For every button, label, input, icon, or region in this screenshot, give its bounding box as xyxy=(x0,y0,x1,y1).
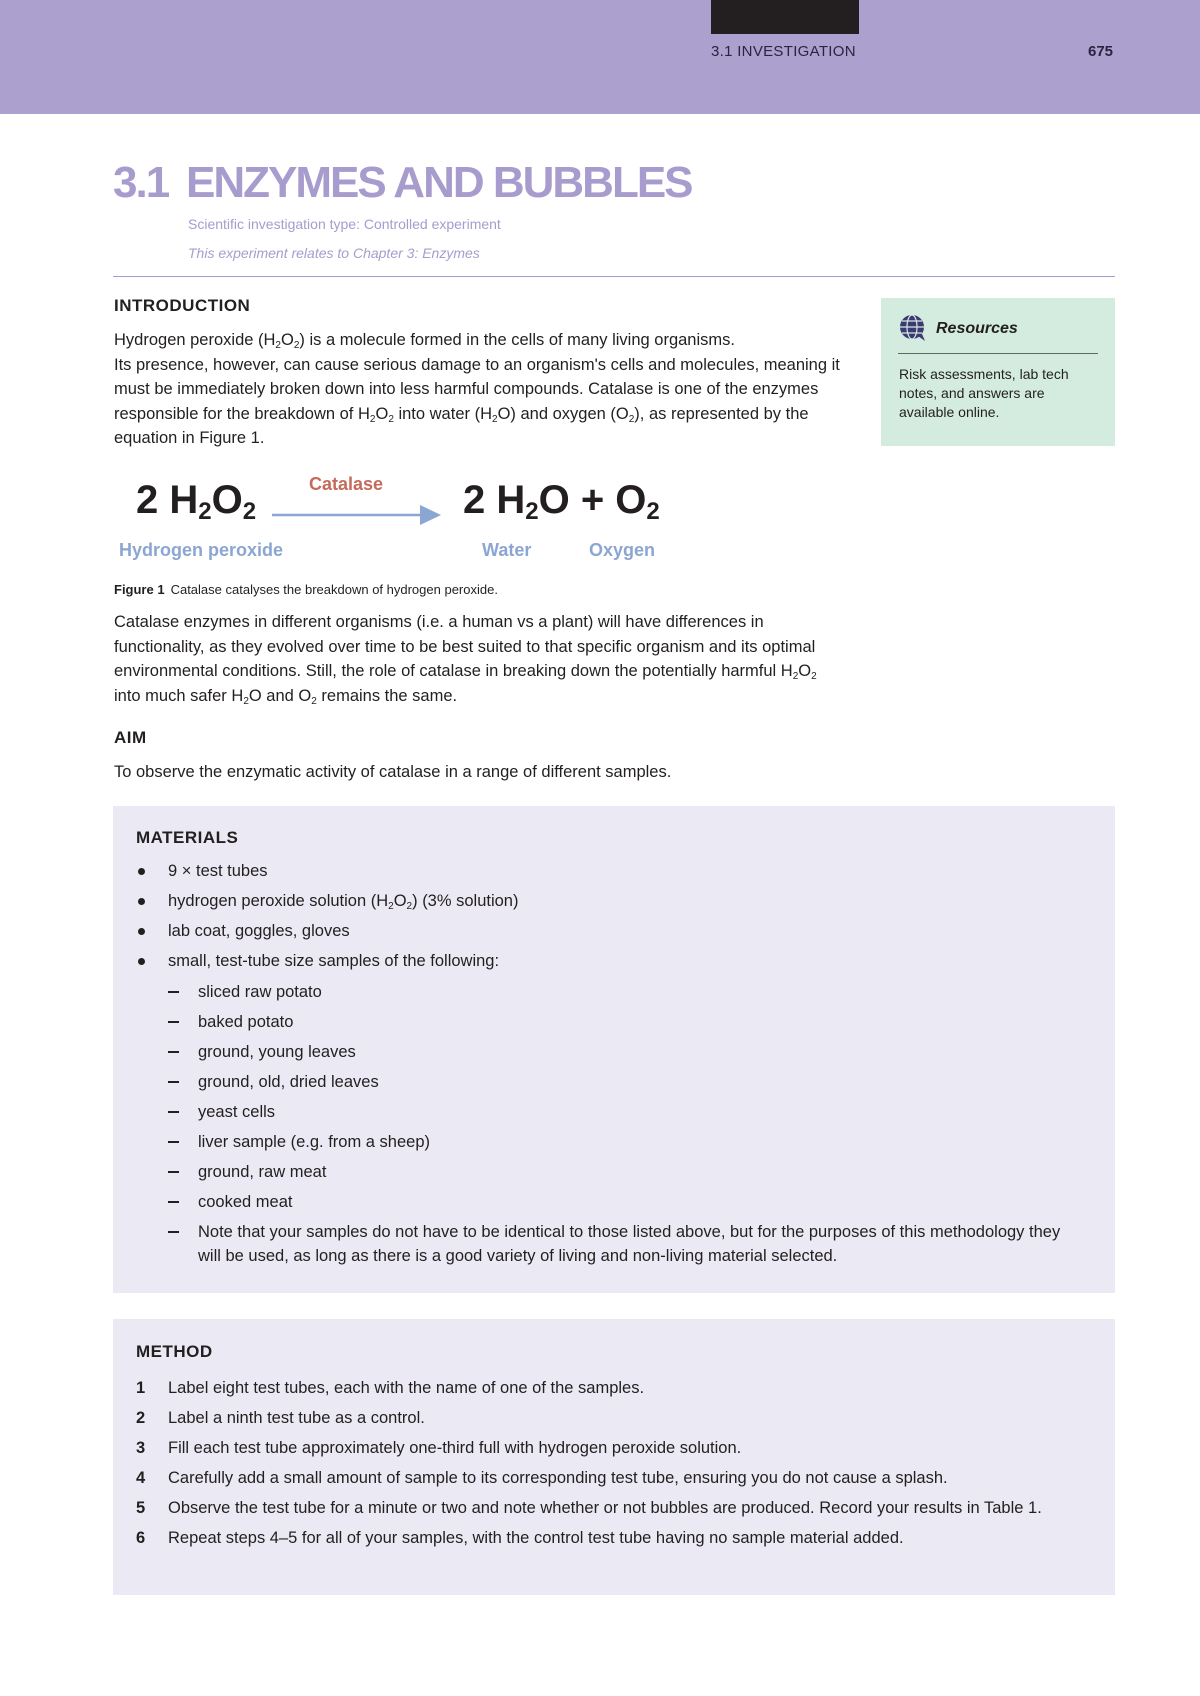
materials-item: small, test-tube size samples of the following: xyxy=(136,946,518,976)
samples-list xyxy=(168,980,1068,1274)
method-step xyxy=(136,1436,1086,1461)
header-band xyxy=(0,0,1200,114)
label-oxygen: Oxygen xyxy=(589,540,656,560)
method-step xyxy=(136,1376,1086,1401)
method-steps xyxy=(136,1376,1086,1556)
aim-text: To observe the enzymatic activity of catalase in a range of different samples. xyxy=(114,763,672,781)
sample-item: yeast cells xyxy=(168,1100,1068,1124)
title-divider xyxy=(113,276,1115,277)
bullet-icon xyxy=(138,898,145,905)
introduction-paragraph-2: Catalase enzymes in different organisms (i.e. a human vs a plant) will have differences in functionality, as they evolved over time to be best suited to that specific organism and its optimal environmental conditions. Still, the role of catalase in breaking down the potentially harmful $H_2O_2$ into much safer $H_2O$ and $O_2$ remains the same. xyxy=(114,613,817,707)
dash-icon xyxy=(168,1231,179,1233)
step-text: Repeat steps 4–5 for all of your samples, with the control test tube having no sample material added. xyxy=(168,1529,904,1547)
step-number: 2 xyxy=(136,1409,146,1427)
dash-icon xyxy=(168,1201,179,1203)
step-number: 3 xyxy=(136,1439,146,1457)
step-text: Label a ninth test tube as a control. xyxy=(168,1409,425,1427)
aim-heading: AIM xyxy=(114,728,147,747)
sample-item: Note that your samples do not have to be identical to those listed above, but for the purposes of this methodology they will be used, as long as there is a good variety of living and non-living material selected. xyxy=(168,1220,1068,1268)
globe-chat-icon xyxy=(898,314,926,342)
step-number: 6 xyxy=(136,1529,146,1547)
step-number: 4 xyxy=(136,1469,146,1487)
materials-item: hydrogen peroxide solution $(H_2O_2)$ (3% solution) xyxy=(136,886,518,916)
method-step xyxy=(136,1496,1086,1521)
bullet-icon xyxy=(138,958,145,965)
page-number: 675 xyxy=(1088,43,1114,60)
section-number: 3.1 xyxy=(113,158,169,207)
header-tab xyxy=(711,0,859,34)
dash-icon xyxy=(168,991,179,993)
sample-item: cooked meat xyxy=(168,1190,1068,1214)
resources-box xyxy=(881,298,1115,446)
introduction-paragraph-1: Hydrogen peroxide $(H_2O_2)$ is a molecule formed in the cells of many living organisms. Its presence, however, can cause serious damage to an organism's cells and molecules, meaning it must be immediately broken down into less harmful compounds. Catalase is one of the enzymes responsible for the breakdown of $H_2O_2$ into water $(H_2O)$ and oxygen $(O_2)$, as represented by the equation in Figure 1. xyxy=(114,331,840,447)
label-hydrogen-peroxide: Hydrogen peroxide xyxy=(119,540,284,560)
step-number: 5 xyxy=(136,1499,146,1517)
investigation-type: Scientific investigation type: Controlled experiment xyxy=(188,216,501,232)
step-text: Fill each test tube approximately one-third full with hydrogen peroxide solution. xyxy=(168,1439,742,1457)
materials-item: 9 × test tubes xyxy=(136,856,518,886)
resources-divider xyxy=(898,353,1098,354)
step-text: Observe the test tube for a minute or two and note whether or not bubbles are produced. Record your results in Table 1. xyxy=(168,1499,1042,1517)
resources-text: Risk assessments, lab tech notes, and answers are available online. xyxy=(899,366,1069,420)
materials-box xyxy=(113,806,1115,1293)
materials-item: lab coat, goggles, gloves xyxy=(136,916,518,946)
figure-caption: Figure 1 Catalase catalyses the breakdown of hydrogen peroxide. xyxy=(114,582,498,597)
materials-list xyxy=(136,856,518,976)
enzyme-label: Catalase xyxy=(309,474,384,494)
step-text: Label eight test tubes, each with the name of one of the samples. xyxy=(168,1379,645,1397)
bullet-icon xyxy=(138,868,145,875)
header-section-label: 3.1 INVESTIGATION xyxy=(711,43,856,60)
sample-item: ground, young leaves xyxy=(168,1040,1068,1064)
resources-title: Resources xyxy=(936,320,1018,337)
method-step xyxy=(136,1466,1086,1491)
page-title: ENZYMES AND BUBBLES xyxy=(186,158,692,207)
dash-icon xyxy=(168,1141,179,1143)
dash-icon xyxy=(168,1051,179,1053)
method-step xyxy=(136,1406,1086,1431)
dash-icon xyxy=(168,1111,179,1113)
sample-item: ground, old, dried leaves xyxy=(168,1070,1068,1094)
chapter-relation: This experiment relates to Chapter 3: Enzymes xyxy=(188,245,480,261)
method-step xyxy=(136,1526,1086,1551)
bullet-icon xyxy=(138,928,145,935)
dash-icon xyxy=(168,1081,179,1083)
step-text: Carefully add a small amount of sample to its corresponding test tube, ensuring you do not cause a splash. xyxy=(168,1469,948,1487)
dash-icon xyxy=(168,1021,179,1023)
dash-icon xyxy=(168,1171,179,1173)
equation-products: 2 $H_2O + O_2$ xyxy=(463,478,660,525)
equation-reactant: 2 $H_2O_2$ xyxy=(136,478,257,525)
materials-heading: MATERIALS xyxy=(136,828,239,847)
sample-item: ground, raw meat xyxy=(168,1160,1068,1184)
reaction-arrow xyxy=(272,504,442,526)
sample-item: sliced raw potato xyxy=(168,980,1068,1004)
method-box xyxy=(113,1319,1115,1595)
sample-item: liver sample (e.g. from a sheep) xyxy=(168,1130,1068,1154)
label-water: Water xyxy=(482,540,532,560)
step-number: 1 xyxy=(136,1379,146,1397)
introduction-heading: INTRODUCTION xyxy=(114,296,251,315)
sample-item: baked potato xyxy=(168,1010,1068,1034)
method-heading: METHOD xyxy=(136,1342,213,1361)
